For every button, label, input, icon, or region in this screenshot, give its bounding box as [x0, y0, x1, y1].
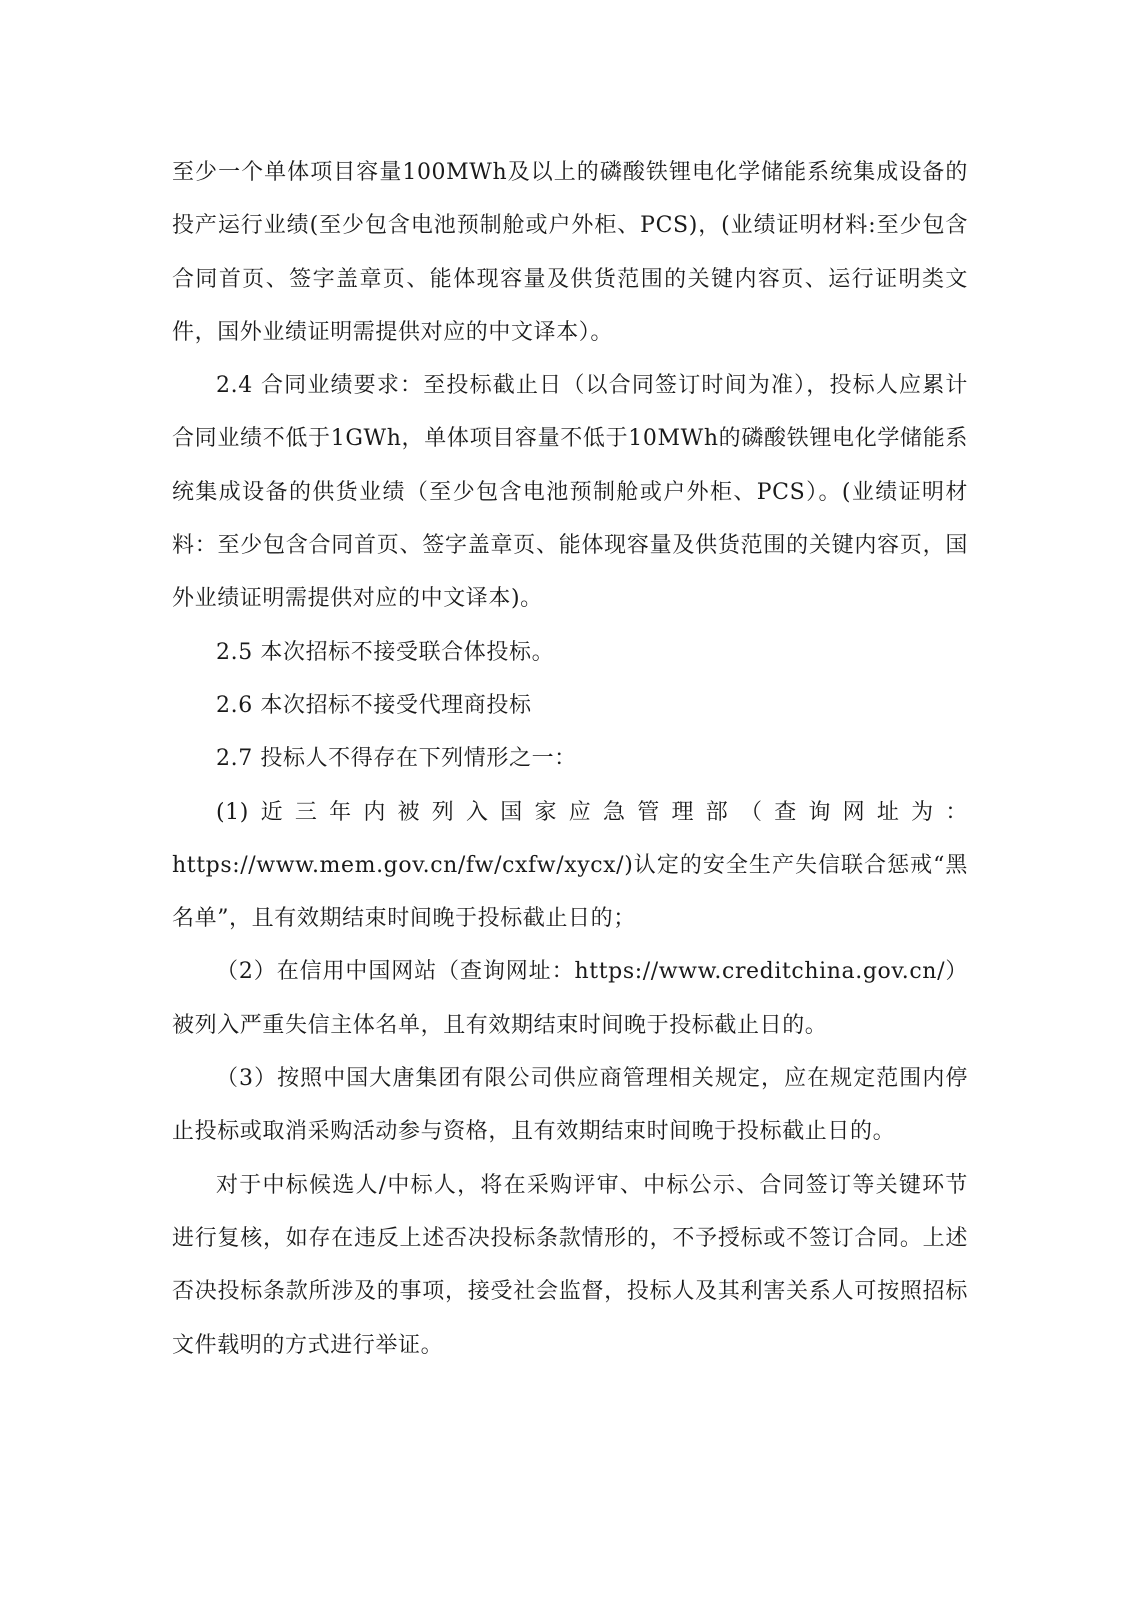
paragraph-item-3-supplier-management: （3）按照中国大唐集团有限公司供应商管理相关规定，应在规定范围内停止投标或取消采购活动参与资格，且有效期结束时间晚于投标截止日的。 [172, 1066, 968, 1145]
paragraph-item-2-credit-china: （2）在信用中国网站（查询网址：https://www.creditchina.gov.cn/）被列入严重失信主体名单，且有效期结束时间晚于投标截止日的。 [172, 959, 968, 1038]
paragraph-2-4-contract-performance: 2.4 合同业绩要求：至投标截止日（以合同签订时间为准），投标人应累计合同业绩不低于1GWh，单体项目容量不低于10MWh的磷酸铁锂电化学储能系统集成设备的供货业绩（至少包含电池预制舱或户外柜、PCS）。(业绩证明材料：至少包含合同首页、签字盖章页、能体现容量及供货范围的关键内容页，国外业绩证明需提供对应的中文译本)。 [172, 373, 968, 612]
paragraph-performance-operation: 至少一个单体项目容量100MWh及以上的磷酸铁锂电化学储能系统集成设备的投产运行业绩(至少包含电池预制舱或户外柜、PCS)，(业绩证明材料:至少包含合同首页、签字盖章页、能体现容量及供货范围的关键内容页、运行证明类文件，国外业绩证明需提供对应的中文译本）。 [172, 160, 968, 345]
paragraph-2-5-no-consortium: 2.5 本次招标不接受联合体投标。 [216, 639, 555, 665]
paragraph-review-notice: 对于中标候选人/中标人，将在采购评审、中标公示、合同签订等关键环节进行复核，如存在违反上述否决投标条款情形的，不予授标或不签订合同。上述否决投标条款所涉及的事项，接受社会监督，投标人及其利害关系人可按照招标文件载明的方式进行举证。 [172, 1172, 968, 1358]
paragraph-2-7-prohibited-situations: 2.7 投标人不得存在下列情形之一： [216, 746, 577, 772]
document-body [172, 146, 968, 1372]
paragraph-2-6-no-agent: 2.6 本次招标不接受代理商投标 [216, 692, 532, 718]
paragraph-item-1-blacklist: (1)近三年内被列入国家应急管理部（查询网址为：https://www.mem.gov.cn/fw/cxfw/xycx/)认定的安全生产失信联合惩戒“黑名单”，且有效期结束时间晚于投标截止日的； [172, 799, 968, 932]
